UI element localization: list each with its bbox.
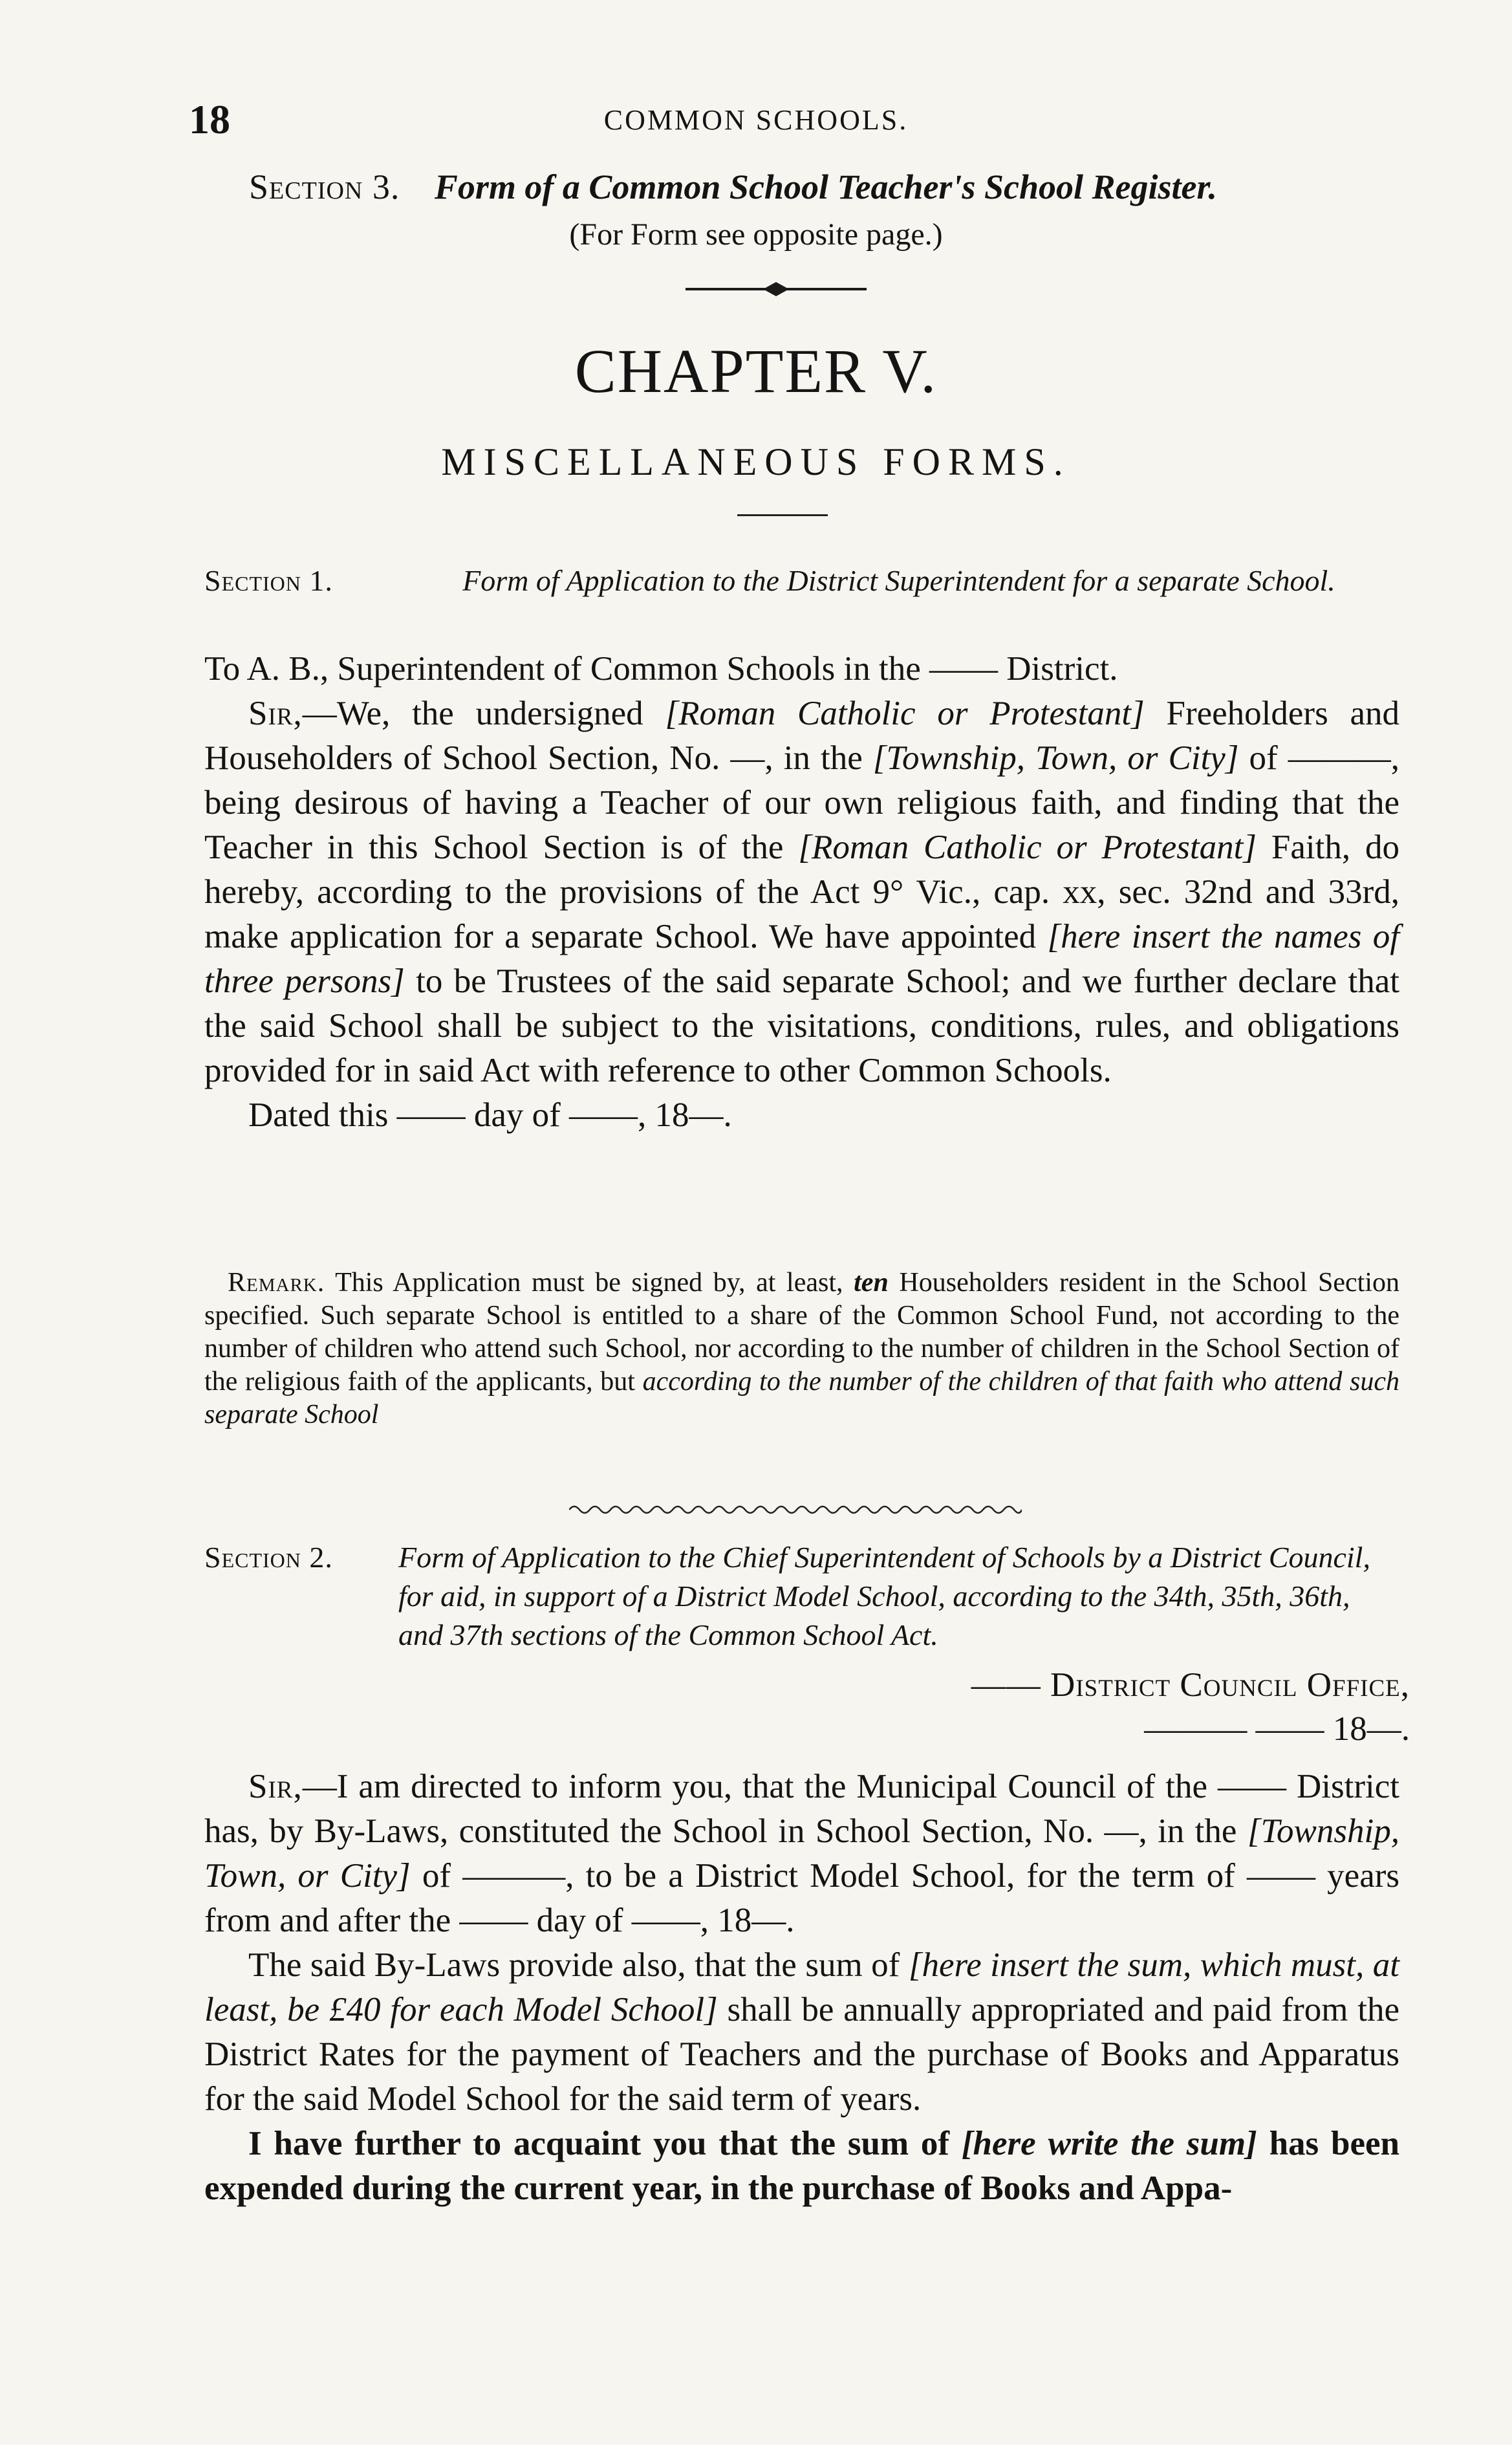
section3-label: Section 3. — [249, 168, 400, 206]
section3-note: (For Form see opposite page.) — [569, 217, 943, 252]
section2-paragraph-3: I have further to acquaint you that the sum of [here write the sum] has been expended during the current year, in the purchase of Books and Appa- — [204, 2125, 1399, 2207]
section3-title: Form of a Common School Teacher's School Register. — [434, 168, 1217, 206]
section2-title: Form of Application to the Chief Superintendent of Schools by a District Council, for aid, in support of a District Model School, according to the 34th, 35th, 36th, and 37th sections of the Common School Act. — [398, 1541, 1370, 1651]
diamond-ornament-rule — [679, 279, 873, 299]
section2-paragraph-1: Sir,—I am directed to inform you, that the Municipal Council of the —— District has, by By-Laws, constituted the School in School Section, No. —, in the [Township, Town, or City] of ———, to be a District Model School, for the term of —— years from and after the —— day of ——, 18—. — [204, 1768, 1399, 1939]
office-line: —— District Council Office, — [971, 1666, 1410, 1704]
wavy-divider — [569, 1502, 1022, 1517]
remark-note: Remark. This Application must be signed by, at least, ten Householders resident in the School Section specified. Such separate School is entitled to a share of the Common School Fund, not according to the number of children who attend such School, nor according to the number of children in the School Section of the religious faith of the applicants, but according to the number of the children of that faith who attend such separate School — [204, 1268, 1399, 1429]
address-line: To A. B., Superintendent of Common Schools in the —— District. — [204, 650, 1118, 688]
remark-label: Remark. — [228, 1268, 325, 1298]
short-rule — [737, 514, 828, 516]
page-number: 18 — [189, 96, 230, 142]
chapter-title: CHAPTER V. — [574, 336, 938, 406]
section2-label: Section 2. — [204, 1541, 333, 1574]
section3-heading — [249, 167, 1217, 207]
salutation: Sir, — [248, 695, 303, 732]
office-date-line: ——— —— 18—. — [1144, 1710, 1410, 1748]
section1-body — [204, 647, 1399, 1138]
section1-heading — [204, 561, 1399, 600]
salutation-2: Sir, — [248, 1768, 303, 1805]
running-head: COMMON SCHOOLS. — [603, 104, 909, 136]
section1-label: Section 1. — [204, 564, 333, 597]
chapter-subtitle: MISCELLANEOUS FORMS. — [441, 440, 1071, 483]
section2-body — [204, 1765, 1399, 2211]
section1-title: Form of Application to the District Superintendent for a separate School. — [462, 564, 1335, 597]
section2-heading — [204, 1538, 1399, 1655]
section1-paragraph: Sir,—We, the undersigned [Roman Catholic or Protestant] Freeholders and Householders of School Section, No. —, in the [Township, Town, or City] of ———, being desirous of having a Teacher of our own religious faith, and finding that the Teacher in this School Section is of the [Roman Catholic or Protestant] Faith, do hereby, according to the provisions of the Act 9° Vic., cap. xx, sec. 32nd and 33rd, make application for a separate School. We have appointed [here insert the names of three persons] to be Trustees of the said separate School; and we further declare that the said School shall be subject to the visitations, conditions, rules, and obligations provided for in said Act with reference to other Common Schools. — [204, 695, 1400, 1089]
section2-paragraph-2: The said By-Laws provide also, that the sum of [here insert the sum, which must, at least, be £40 for each Model School] shall be annually appropriated and paid from the District Rates for the payment of Teachers and the purchase of Books and Apparatus for the said Model School for the said term of years. — [204, 1946, 1399, 2118]
dated-line: Dated this —— day of ——, 18—. — [248, 1096, 732, 1134]
